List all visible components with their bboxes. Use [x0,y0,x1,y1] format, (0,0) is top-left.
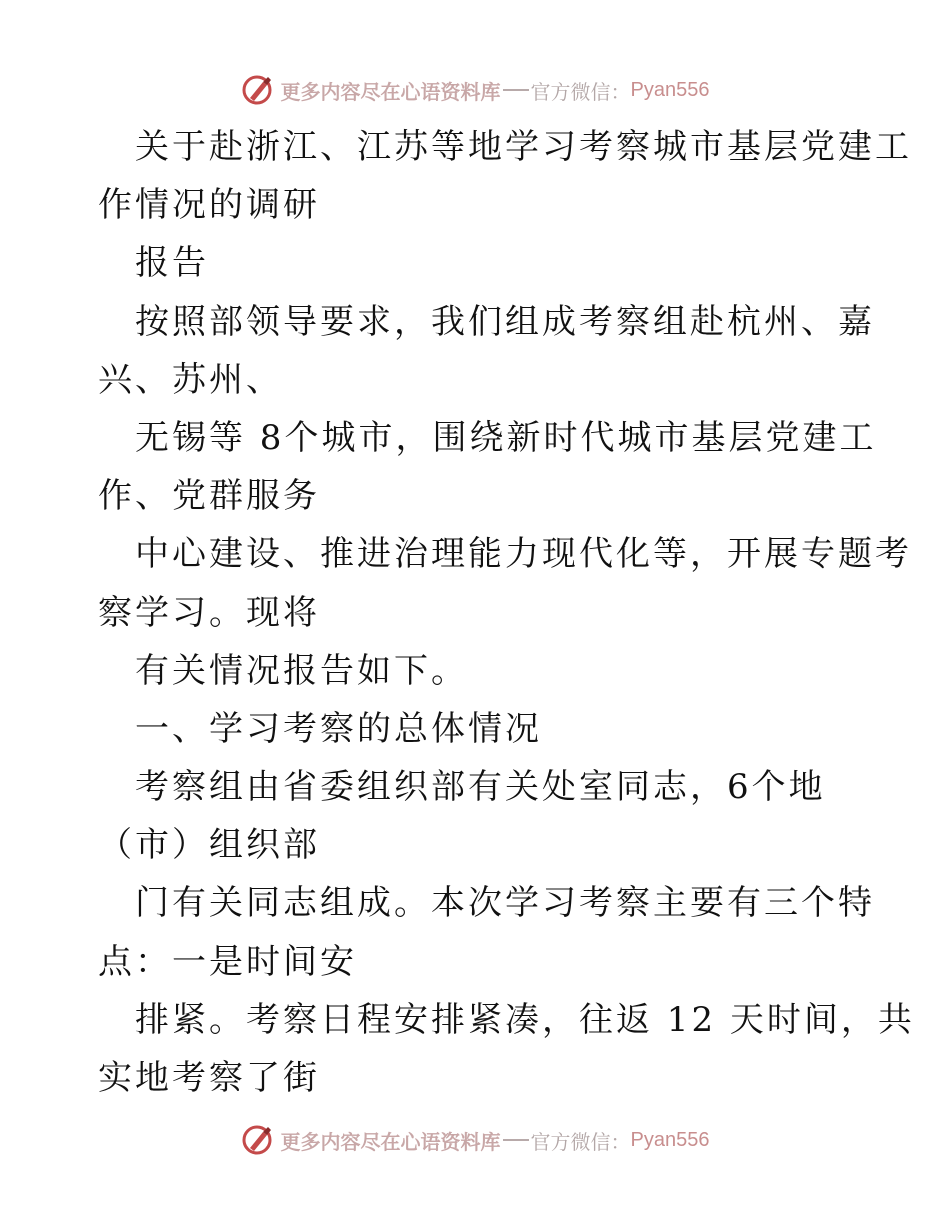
document-line: 报告 [135,243,209,284]
footer-wechat-id: Pyan556 [630,1128,710,1151]
document-line: 中心建设、推进治理能力现代化等，开展专题考 [135,534,912,575]
document-line: 无锡等 8个城市，围绕新时代城市基层党建工 [135,417,877,458]
document-line: 关于赴浙江、江苏等地学习考察城市基层党建工 [135,127,912,167]
document-line: 有关情况报告如下。 [135,650,468,691]
header-wechat-id: Pyan556 [630,78,710,101]
footer-dash [503,1139,529,1141]
document-line: 门有关同志组成。本次学习考察主要有三个特 [135,883,875,924]
document-line: 作情况的调研 [98,185,320,226]
footer-brand-text: 更多内容尽在心语资料库 [280,1129,501,1154]
document-line: 作、党群服务 [98,476,320,517]
page-footer-watermark [0,1120,950,1160]
document-line: 考察组由省委组织部有关处室同志，6个地 [135,767,826,808]
page-header-watermark [0,70,950,110]
footer-wechat-label: 官方微信： [530,1129,631,1154]
document-line: （市）组织部 [98,825,320,866]
pen-logo-icon [241,73,275,107]
document-line: 一、学习考察的总体情况 [135,708,542,749]
document-body [98,118,915,1107]
document-line: 排紧。考察日程安排紧凑，往返 12 天时间，共 [135,999,915,1040]
header-dash [503,89,529,91]
document-line: 按照部领导要求，我们组成考察组赴杭州、嘉 [135,301,875,342]
document-line: 点：一是时间安 [98,941,357,982]
document-line: 兴、苏州、 [98,359,283,400]
header-brand-text: 更多内容尽在心语资料库 [280,79,501,104]
document-line: 实地考察了街 [98,1058,320,1098]
header-wechat-label: 官方微信： [530,79,631,104]
document-line: 察学习。现将 [98,592,320,633]
pen-logo-icon [241,1123,275,1157]
